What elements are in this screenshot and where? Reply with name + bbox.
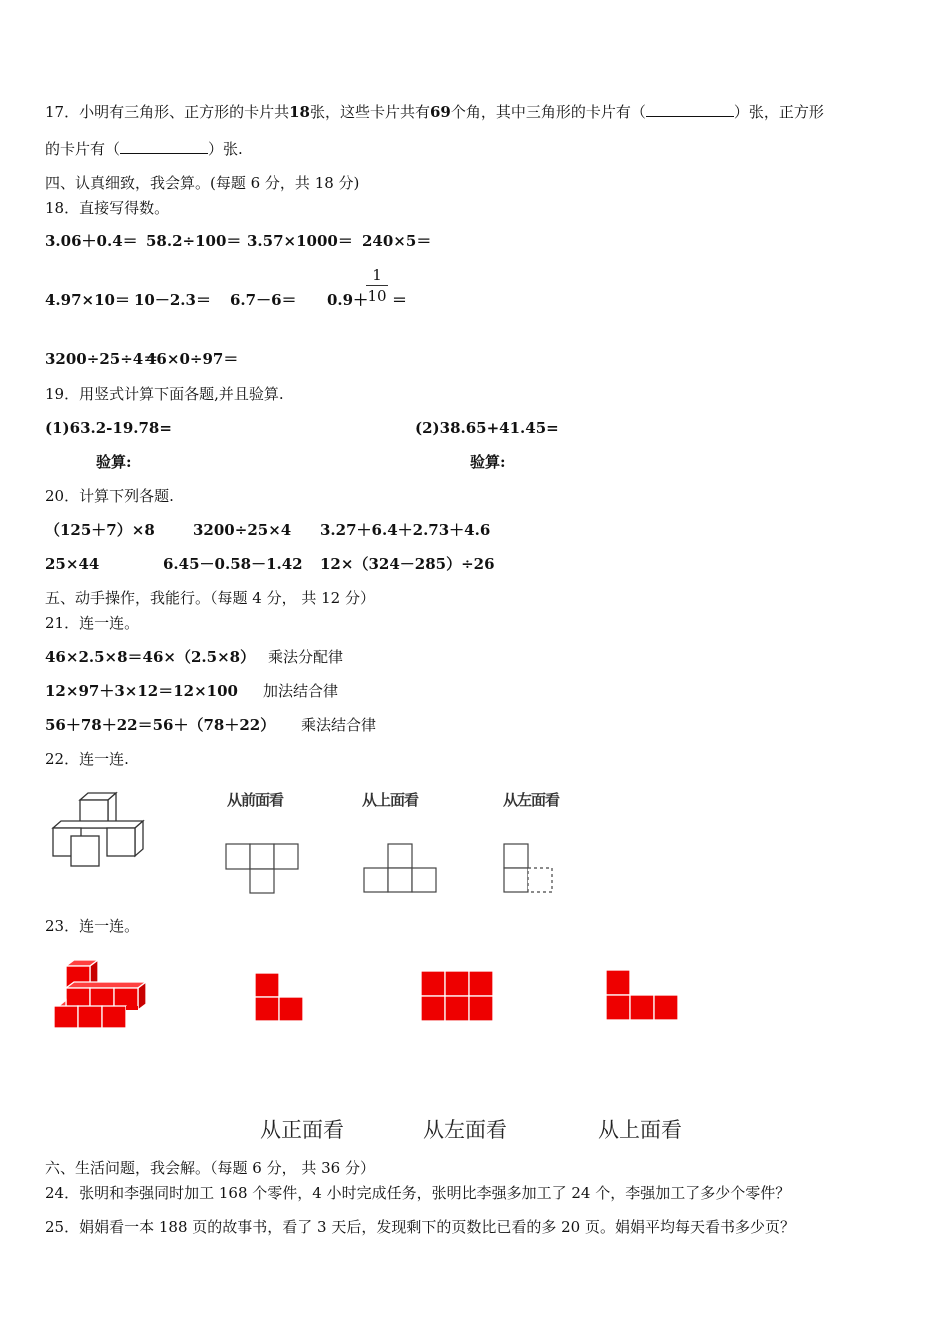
q18-item: 4.97×10＝ — [45, 291, 130, 309]
view-square — [469, 996, 493, 1021]
view-square — [504, 868, 528, 892]
top-view-shape — [364, 843, 440, 895]
q20-item: 12×（324－285）÷26 — [320, 555, 495, 573]
view-label-top: 从上面看 — [362, 791, 419, 809]
answer-blank-squares[interactable] — [120, 139, 208, 154]
view-square — [412, 868, 436, 892]
view-square — [388, 844, 412, 868]
q20-title: 20．计算下列各题. — [45, 487, 174, 505]
q19-check2: 验算: — [470, 453, 506, 471]
cube-top-face — [53, 821, 143, 828]
q17-line2: 的卡片有（ ）张. — [45, 140, 243, 158]
view-label-left: 从左面看 — [423, 1118, 507, 1142]
fraction-one-tenth — [366, 266, 388, 305]
fraction-denominator: 10 — [367, 287, 387, 305]
fraction-numerator: 1 — [372, 266, 382, 284]
cube-side-face — [135, 821, 143, 856]
q18-item: 6.7－6＝ — [230, 291, 297, 309]
view-square — [421, 971, 445, 996]
section5-title: 五、动手操作，我能行。（每题 4 分， 共 12 分） — [45, 589, 375, 607]
view-label-left: 从左面看 — [503, 791, 560, 809]
q21-title: 21．连一连。 — [45, 614, 140, 632]
view-square — [606, 995, 630, 1020]
q24-text: 24．张明和李强同时加工 168 个零件，4 小时完成任务，张明比李强多加工了 24 个，李强加工了多少个零件？ — [45, 1184, 791, 1202]
q20-item: 3200÷25×4 — [193, 521, 292, 539]
view-square — [255, 973, 279, 997]
view-square — [250, 844, 274, 869]
q18-item: ＝ — [392, 291, 408, 309]
fraction-bar — [366, 285, 388, 286]
cube-front-face — [78, 1006, 102, 1028]
q21-expression: 56＋78＋22＝56＋（78＋22） — [45, 716, 276, 734]
view-label-front: 从前面看 — [227, 791, 284, 809]
view-square — [469, 971, 493, 996]
view-square — [226, 844, 250, 869]
view-square — [654, 995, 678, 1020]
q20-item: 6.45－0.58－1.42 — [163, 555, 303, 573]
view-square — [250, 869, 274, 893]
q20-item: （125＋7）×8 — [45, 521, 155, 539]
q18-item: 3200÷25÷4＝ — [45, 350, 159, 368]
q19-title: 19．用竖式计算下面各题,并且验算. — [45, 385, 284, 403]
cube-front-face — [107, 828, 135, 856]
q21-law[interactable]: 加法结合律 — [263, 682, 339, 700]
view-square — [606, 970, 630, 995]
view-square — [528, 868, 552, 892]
left-view-shape — [503, 843, 555, 895]
view-square — [445, 971, 469, 996]
q18-item: 3.57×1000＝ — [247, 232, 353, 250]
view-square — [445, 996, 469, 1021]
q20-item: 3.27＋6.4＋2.73＋4.6 — [320, 521, 491, 539]
q22-title: 22．连一连. — [45, 750, 129, 768]
q20-item: 25×44 — [45, 555, 100, 573]
cube-fill — [126, 1006, 138, 1010]
q18-item: 46×0÷97＝ — [146, 350, 239, 368]
view-square — [630, 995, 654, 1020]
view-square — [364, 868, 388, 892]
q23-view-option-3[interactable] — [606, 970, 682, 1022]
q19-problem1: (1)63.2-19.78= — [45, 419, 172, 437]
cube-front-face — [71, 836, 99, 866]
section4-title: 四、认真细致，我会算。(每题 6 分，共 18 分) — [45, 174, 360, 192]
q21-expression: 12×97＋3×12＝12×100 — [45, 682, 238, 700]
section6-title: 六、生活问题，我会解。（每题 6 分， 共 36 分） — [45, 1159, 375, 1177]
view-square — [504, 844, 528, 868]
q18-item: 0.9＋ — [327, 291, 369, 309]
view-square — [279, 997, 303, 1021]
answer-blank-triangles[interactable] — [646, 102, 734, 117]
q18-item: 58.2÷100＝ — [146, 232, 242, 250]
q23-view-option-2[interactable] — [421, 971, 495, 1023]
q19-problem2: (2)38.65+41.45= — [415, 419, 559, 437]
q18-title: 18．直接写得数。 — [45, 199, 170, 217]
q23-red-cube-solid — [54, 958, 150, 1030]
q18-item: 10－2.3＝ — [134, 291, 211, 309]
view-label-front: 从正面看 — [260, 1118, 344, 1142]
q21-expression: 46×2.5×8＝46×（2.5×8） — [45, 648, 256, 666]
view-square — [274, 844, 298, 869]
q21-law[interactable]: 乘法分配律 — [268, 648, 344, 666]
cube-top-face — [66, 982, 146, 988]
q25-text: 25．娟娟看一本 188 页的故事书，看了 3 天后，发现剩下的页数比已看的多 20 页。娟娟平均每天看书多少页？ — [45, 1218, 795, 1236]
cube-front-face — [102, 1006, 126, 1028]
q17-line1: 17．小明有三角形、正方形的卡片共18张，这些卡片共有69个角，其中三角形的卡片有（ ）张，正方形 — [45, 103, 824, 121]
view-square — [255, 997, 279, 1021]
view-square — [388, 868, 412, 892]
view-label-top: 从上面看 — [598, 1118, 682, 1142]
q23-view-option-1[interactable] — [255, 972, 305, 1024]
q18-item: 240×5＝ — [362, 232, 432, 250]
front-view-shape — [225, 843, 301, 895]
cube-front-face — [54, 1006, 78, 1028]
q18-item: 3.06＋0.4＝ — [45, 232, 138, 250]
q23-title: 23．连一连。 — [45, 917, 140, 935]
q22-cube-solid — [50, 790, 160, 870]
view-square — [421, 996, 445, 1021]
q21-law[interactable]: 乘法结合律 — [301, 716, 377, 734]
q19-check1: 验算: — [96, 453, 132, 471]
